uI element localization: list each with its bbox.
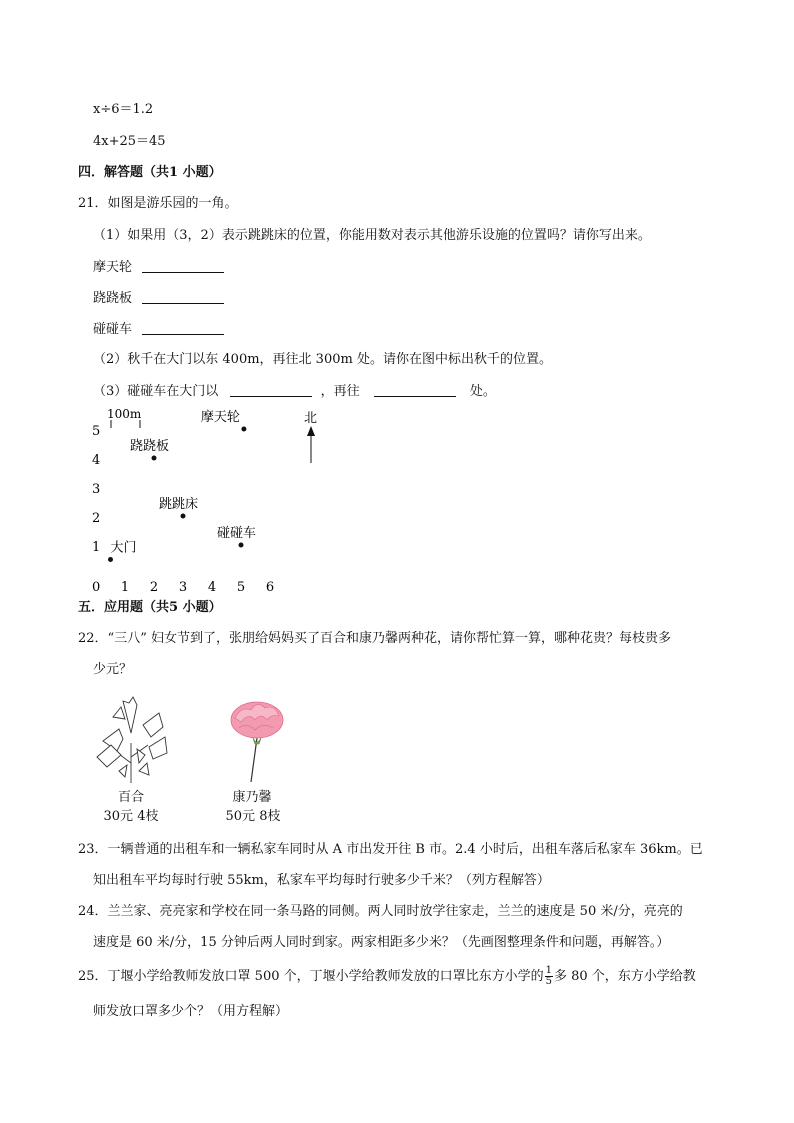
q21-item-bumper-car <box>93 320 224 339</box>
q25-text-a: 25．丁堰小学给教师发放口罩 500 个，丁堰小学给教师发放的口罩比东方小学的 <box>78 969 544 984</box>
fraction-numerator: 1 <box>545 965 552 976</box>
x-tick-label: 3 <box>178 580 188 595</box>
place-marker <box>181 514 186 519</box>
place-label: 跳跳床 <box>159 497 199 512</box>
place-marker <box>152 456 157 461</box>
place-marker <box>241 427 246 432</box>
q21-part2: （2）秋千在大门以东 400m，再往北 300m 处。请你在图中标出秋千的位置。 <box>93 352 552 367</box>
q22-line-1: 22．“三八” 妇女节到了，张朋给妈妈买了百合和康乃馨两种花，请你帮忙算一算，哪种花贵？每枝贵多 <box>78 631 671 646</box>
answer-blank[interactable] <box>142 289 224 304</box>
lily-price: 30元 4枝 <box>103 809 159 824</box>
equation-2: 4x+25＝45 <box>93 134 166 149</box>
scale-label: 100m <box>107 407 142 421</box>
equation-1: x÷6＝1.2 <box>93 102 154 117</box>
carnation-flower-icon <box>227 698 287 784</box>
north-label: 北 <box>304 411 318 426</box>
q24-line-2: 速度是 60 米/分，15 分钟后两人同时到家。两家相距多少米？（先画图整理条件和问题，再解答。） <box>93 935 670 950</box>
answer-blank[interactable] <box>142 320 224 335</box>
place-marker <box>108 557 113 562</box>
item-label: 摩天轮 <box>93 260 133 275</box>
carnation-name: 康乃馨 <box>232 790 272 805</box>
y-tick-label: 5 <box>92 424 101 439</box>
q23-line-2: 知出租车平均每时行驶 55km，私家车平均每时行驶多少千米？（列方程解答） <box>93 873 550 888</box>
q24-line-1: 24．兰兰家、亮亮家和学校在同一条马路的同侧。两人同时放学往家走，兰兰的速度是 50 米/分，亮亮的 <box>78 904 683 919</box>
direction-blank[interactable] <box>230 382 312 397</box>
q21-part1: （1）如果用（3，2）表示跳跳床的位置，你能用数对表示其他游乐设施的位置吗？请你写出来。 <box>93 228 651 243</box>
part3-text-b: ，再往 <box>320 384 360 399</box>
place-label: 跷跷板 <box>130 439 170 454</box>
place-label: 摩天轮 <box>200 410 240 425</box>
q21-item-ferris-wheel <box>93 258 224 277</box>
q22-line-2: 少元？ <box>93 662 133 677</box>
lily-flower-icon <box>93 693 169 785</box>
y-tick-label: 4 <box>92 453 101 468</box>
amusement-park-map <box>80 400 340 600</box>
item-label: 碰碰车 <box>93 322 133 337</box>
y-tick-label: 1 <box>92 540 101 555</box>
q25-line-2: 师发放口罩多少个？（用方程解） <box>93 1004 289 1019</box>
part3-text-a: （3）碰碰车在大门以 <box>93 384 219 399</box>
fraction-denominator: 5 <box>545 976 552 987</box>
q21-part3 <box>93 382 496 401</box>
q25-line-1 <box>78 966 696 987</box>
carnation-price: 50元 8枝 <box>225 809 281 824</box>
north-arrow-icon <box>307 426 315 436</box>
q25-text-b: 多 80 个，东方小学给教 <box>554 969 696 984</box>
lily-name: 百合 <box>117 790 144 805</box>
x-tick-label: 4 <box>207 580 217 595</box>
x-tick-label: 1 <box>120 580 130 595</box>
y-tick-label: 2 <box>92 511 101 526</box>
distance-blank[interactable] <box>374 382 456 397</box>
q21-intro: 21．如图是游乐园的一角。 <box>78 196 238 211</box>
x-tick-label: 2 <box>149 580 159 595</box>
section-4-title: 四．解答题（共1 小题） <box>78 165 222 180</box>
x-tick-label: 0 <box>92 580 101 595</box>
x-tick-label: 5 <box>236 580 246 595</box>
item-label: 跷跷板 <box>93 291 133 306</box>
q21-item-seesaw <box>93 289 224 308</box>
place-marker <box>239 543 244 548</box>
part3-text-c: 处。 <box>469 384 496 399</box>
fraction-one-fifth <box>545 966 553 987</box>
answer-blank[interactable] <box>142 258 224 273</box>
section-5-title: 五．应用题（共5 小题） <box>78 600 222 615</box>
x-tick-label: 6 <box>265 580 275 595</box>
place-label: 碰碰车 <box>217 526 257 541</box>
y-tick-label: 3 <box>92 482 101 497</box>
place-label: 大门 <box>110 540 137 556</box>
q23-line-1: 23．一辆普通的出租车和一辆私家车同时从 A 市出发开往 B 市。2.4 小时后，出租车落后私家车 36km。已 <box>78 842 703 857</box>
